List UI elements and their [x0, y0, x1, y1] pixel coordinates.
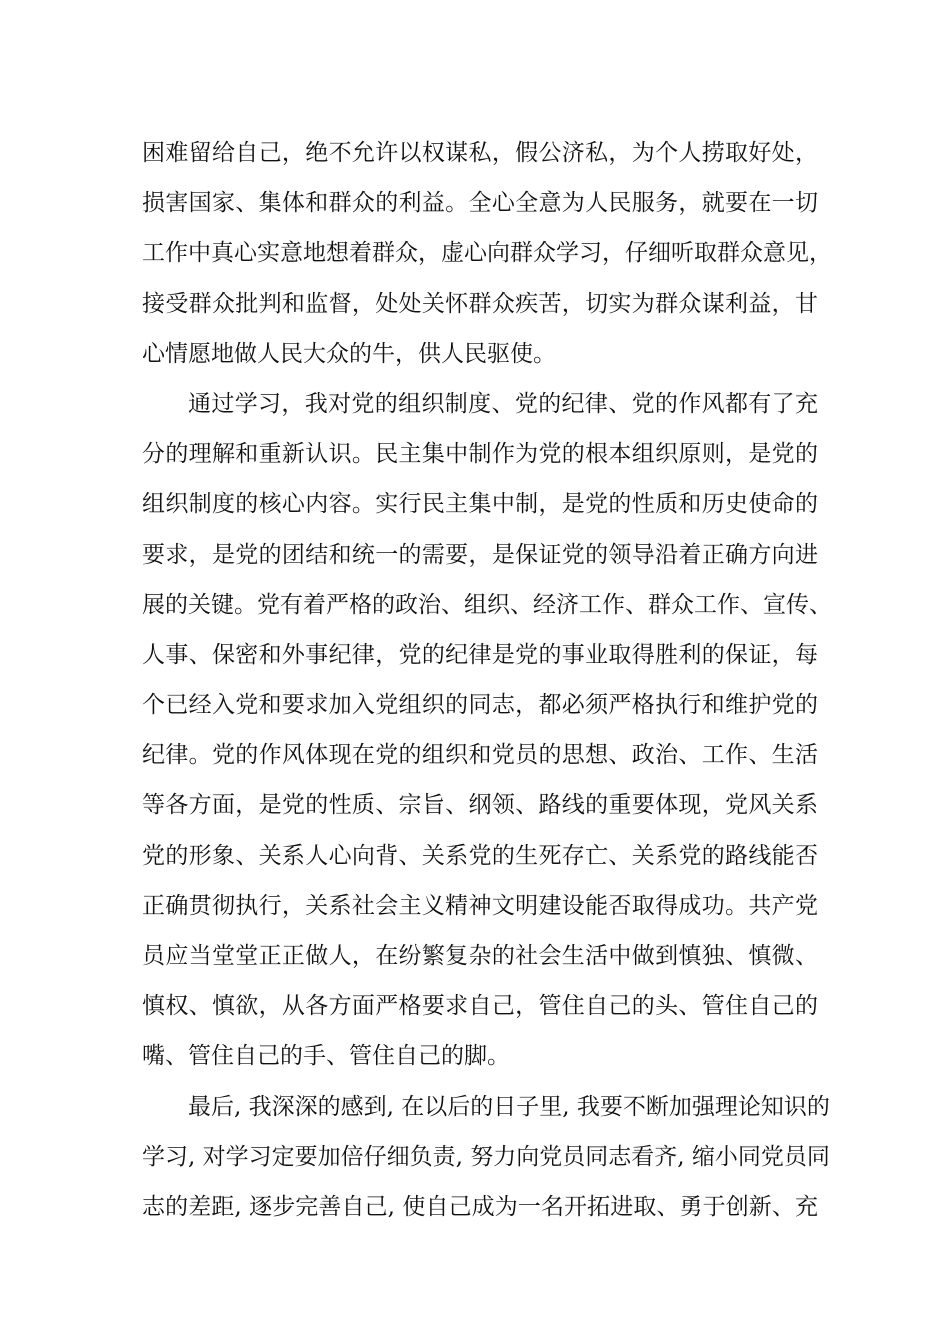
text-line: 工作中真心实意地想着群众，虚心向群众学习，仔细听取群众意见， — [142, 240, 832, 267]
text-line: 嘴、管住自己的手、管住自己的脚。 — [142, 1043, 510, 1070]
text-line: 要求，是党的团结和统一的需要，是保证党的领导沿着正确方向进 — [142, 541, 818, 568]
paragraph-1 — [142, 128, 832, 379]
text-line: 损害国家、集体和群众的利益。全心全意为人民服务，就要在一切 — [142, 190, 818, 217]
text-line: 等各方面，是党的性质、宗旨、纲领、路线的重要体现，党风关系 — [142, 792, 818, 819]
text-line: 个已经入党和要求加入党组织的同志，都必须严格执行和维护党的 — [142, 692, 818, 719]
text-line: 最后, 我深深的感到, 在以后的日子里, 我要不断加强理论知识的 — [188, 1093, 830, 1120]
text-line: 接受群众批判和监督，处处关怀群众疾苦，切实为群众谋利益，甘 — [142, 290, 818, 317]
text-line: 正确贯彻执行，关系社会主义精神文明建设能否取得成功。共产党 — [142, 892, 818, 919]
text-line: 困难留给自己，绝不允许以权谋私，假公济私，为个人捞取好处， — [142, 140, 818, 166]
text-line: 组织制度的核心内容。实行民主集中制，是党的性质和历史使命的 — [142, 491, 818, 518]
text-line: 心情愿地做人民大众的牛，供人民驱使。 — [142, 340, 556, 367]
document-body — [142, 128, 832, 1232]
text-line: 慎权、慎欲，从各方面严格要求自己，管住自己的头、管住自己的 — [142, 993, 818, 1020]
text-line: 纪律。党的作风体现在党的组织和党员的思想、政治、工作、生活 — [142, 742, 818, 769]
paragraph-2 — [142, 379, 832, 1082]
text-line: 党的形象、关系人心向背、关系党的生死存亡、关系党的路线能否 — [142, 842, 818, 869]
text-line: 通过学习，我对党的组织制度、党的纪律、党的作风都有了充 — [188, 390, 818, 417]
text-line: 分的理解和重新认识。民主集中制作为党的根本组织原则，是党的 — [142, 441, 818, 468]
paragraph-3 — [142, 1082, 830, 1233]
text-line: 员应当堂堂正正做人，在纷繁复杂的社会生活中做到慎独、慎微、 — [142, 943, 818, 969]
text-line: 人事、保密和外事纪律，党的纪律是党的事业取得胜利的保证，每 — [142, 641, 818, 668]
text-line: 展的关键。党有着严格的政治、组织、经济工作、群众工作、宣传、 — [142, 591, 832, 618]
text-line: 志的差距, 逐步完善自己, 使自己成为一名开拓进取、勇于创新、充 — [142, 1193, 818, 1220]
text-line: 学习, 对学习定要加倍仔细负责, 努力向党员同志看齐, 缩小同党员同 — [142, 1143, 830, 1170]
